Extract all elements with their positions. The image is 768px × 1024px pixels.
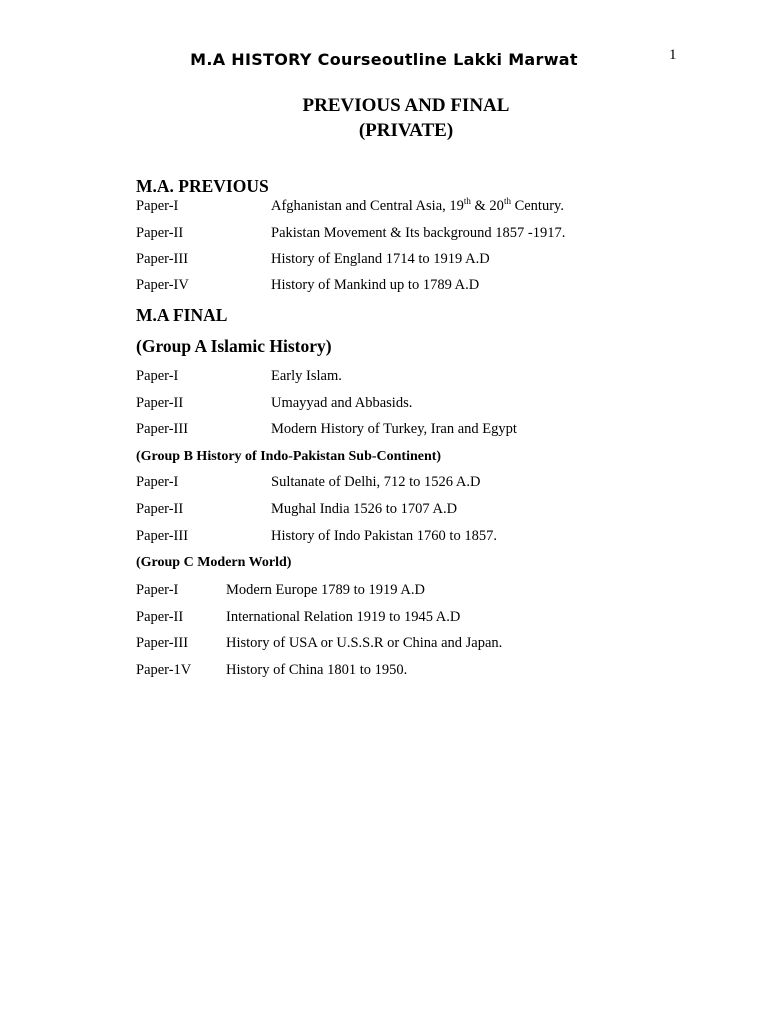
paper-row (136, 225, 736, 245)
paper-subject: Sultanate of Delhi, 712 to 1526 A.D (271, 474, 481, 490)
document-subtitle: (PRIVATE) (358, 120, 454, 141)
paper-code: Paper-III (136, 421, 189, 437)
group-a-heading: (Group A Islamic History) (136, 336, 332, 356)
paper-row (136, 528, 736, 548)
paper-code: Paper-II (136, 225, 184, 241)
paper-row (136, 609, 736, 629)
page-number: 1 (669, 47, 677, 63)
group-c-heading: (Group C Modern World) (136, 555, 292, 570)
paper-subject: International Relation 1919 to 1945 A.D (226, 609, 461, 625)
paper-row (136, 501, 736, 521)
paper-subject: Mughal India 1526 to 1707 A.D (271, 501, 458, 517)
section-heading-final: M.A FINAL (136, 305, 228, 325)
paper-row (136, 474, 736, 494)
paper-code: Paper-III (136, 528, 189, 544)
paper-subject: Modern History of Turkey, Iran and Egypt (271, 421, 517, 437)
section-heading-previous: M.A. PREVIOUS (136, 176, 269, 196)
paper-row (136, 277, 736, 297)
paper-subject: History of Mankind up to 1789 A.D (271, 277, 480, 293)
paper-code: Paper-III (136, 635, 189, 651)
paper-code: Paper-I (136, 368, 179, 384)
group-b-heading: (Group B History of Indo-Pakistan Sub-Continent) (136, 449, 442, 464)
paper-row (136, 395, 736, 415)
paper-code: Paper-II (136, 609, 184, 625)
document-title: PREVIOUS AND FINAL (302, 95, 510, 116)
paper-subject: History of USA or U.S.S.R or China and Japan. (226, 635, 503, 651)
paper-row (136, 421, 736, 441)
paper-code: Paper-I (136, 198, 179, 214)
paper-code: Paper-IV (136, 277, 189, 293)
paper-row (136, 251, 736, 271)
paper-row (136, 582, 736, 602)
paper-row (136, 198, 736, 218)
paper-subject: History of England 1714 to 1919 A.D (271, 251, 490, 267)
page-header-title: M.A HISTORY Courseoutline Lakki Marwat (190, 50, 578, 69)
paper-subject: Early Islam. (271, 368, 342, 384)
paper-code: Paper-II (136, 501, 184, 517)
paper-code: Paper-II (136, 395, 184, 411)
paper-subject: Modern Europe 1789 to 1919 A.D (226, 582, 425, 598)
paper-subject: Pakistan Movement & Its background 1857 -1917. (271, 225, 566, 241)
paper-code: Paper-I (136, 582, 179, 598)
paper-subject: History of Indo Pakistan 1760 to 1857. (271, 528, 497, 544)
paper-row (136, 635, 736, 655)
paper-row (136, 368, 736, 388)
paper-subject: Afghanistan and Central Asia, 19th & 20th Century. (271, 196, 564, 214)
paper-subject: Umayyad and Abbasids. (271, 395, 413, 411)
paper-code: Paper-I (136, 474, 179, 490)
paper-row (136, 662, 736, 682)
paper-subject: History of China 1801 to 1950. (226, 662, 408, 678)
paper-code: Paper-1V (136, 662, 192, 678)
paper-code: Paper-III (136, 251, 189, 267)
